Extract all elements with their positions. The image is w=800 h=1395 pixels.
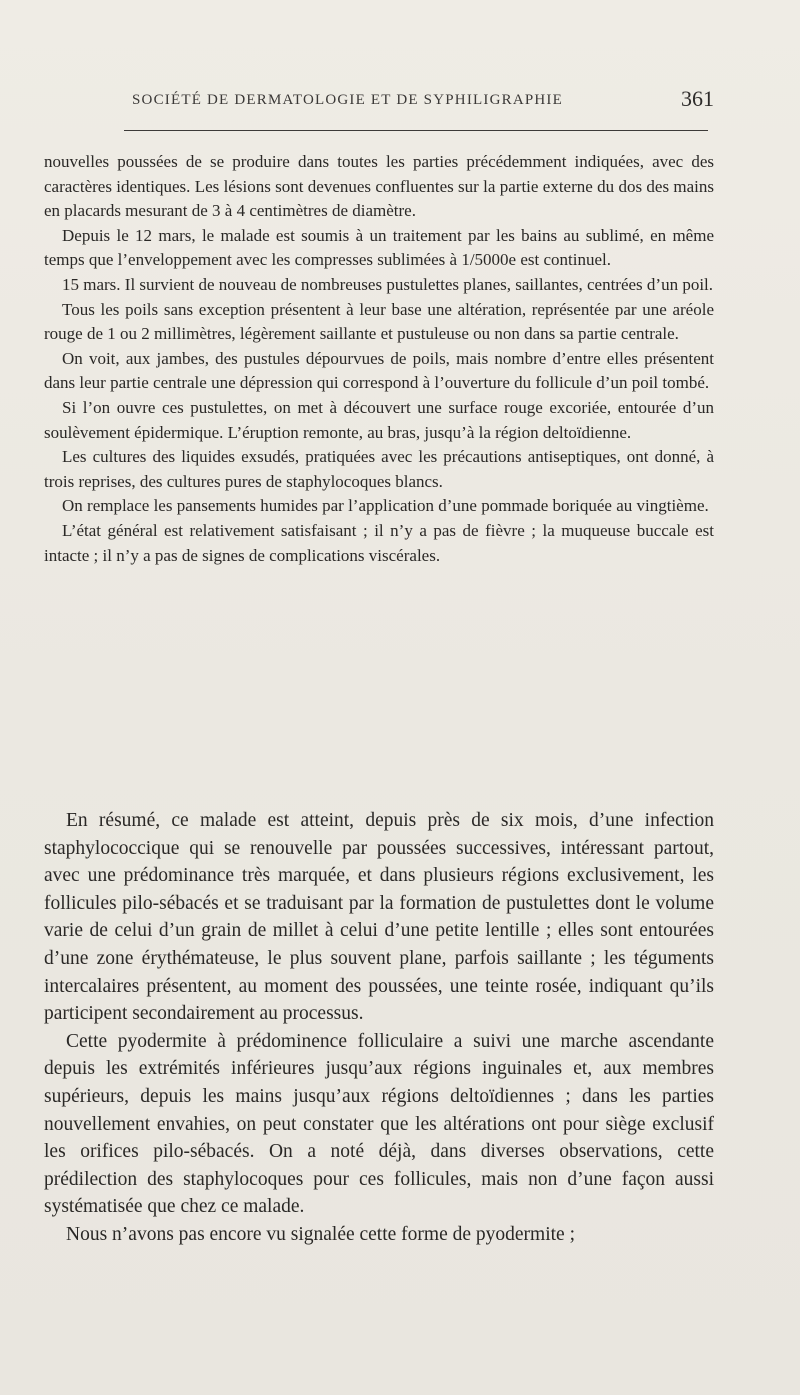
case-report-text: [44, 150, 714, 568]
header-rule: [124, 130, 708, 131]
paragraph: Depuis le 12 mars, le malade est soumis à un traitement par les bains au sublimé, en même temps que l’enveloppement avec les compresses sublimées à 1/5000e est continuel.: [44, 225, 714, 270]
summary-text: [44, 807, 714, 1249]
paragraph: On remplace les pansements humides par l’application d’une pommade boriquée au vingtième.: [62, 496, 709, 516]
paragraph: Cette pyodermite à prédominence folliculaire a suivi une marche ascendante depuis les extrémités inférieures jusqu’aux régions inguinales et, aux membres supérieurs, depuis les mains jusqu’aux régions deltoïdiennes ; dans les parties nouvellement envahies, on peut constater que les altérations ont pour siège exclusif les orifices pilo-sébacés. On a noté déjà, dans diverses observations, cette prédilection des staphylocoques pour ces follicules, mais non d’une façon aussi systématisée que chez ce malade.: [44, 1030, 714, 1218]
paragraph: L’état général est relativement satisfaisant ; il n’y a pas de fièvre ; la muqueuse buccale est intacte ; il n’y a pas de signes de complications viscérales.: [44, 520, 714, 565]
paragraph: Nous n’avons pas encore vu signalée cette forme de pyodermite ;: [66, 1223, 575, 1245]
paragraph: Les cultures des liquides exsudés, pratiquées avec les précautions antiseptiques, ont donné, à trois reprises, des cultures pures de staphylocoques blancs.: [44, 447, 714, 491]
paragraph: Tous les poils sans exception présentent à leur base une altération, représentée par une aréole rouge de 1 ou 2 millimètres, légèrement saillante et pustuleuse ou non dans sa partie centrale.: [44, 299, 714, 344]
page-number: 361: [681, 86, 714, 111]
page-header: [44, 88, 714, 118]
paragraph: On voit, aux jambes, des pustules dépourvues de poils, mais nombre d’entre elles présentent dans leur partie centrale une dépression qui correspond à l’ouverture du follicule d’un poil tombé.: [44, 348, 714, 393]
paragraph: 15 mars. Il survient de nouveau de nombreuses pustulettes planes, saillantes, centrées d’un poil.: [62, 274, 714, 294]
paragraph: En résumé, ce malade est atteint, depuis près de six mois, d’une infection staphylococcique qui se renouvelle par poussées successives, intéressant partout, avec une prédominance très marquée, et dans plusieurs régions exclusivement, les follicules pilo-sébacés et se traduisant par la formation de pustulettes dont le volume varie de celui d’un grain de millet à celui d’une petite lentille ; elles sont entourées d’une zone érythémateuse, le plus souvent plane, parfois saillante ; les téguments intercalaires présentent, au moment des poussées, une teinte rosée, indiquant qu’ils participent secondairement au processus.: [44, 810, 714, 1025]
paragraph: Si l’on ouvre ces pustulettes, on met à découvert une surface rouge excoriée, entourée d’un soulèvement épidermique. L’éruption remonte, au bras, jusqu’à la région deltoïdienne.: [44, 397, 714, 442]
running-title: SOCIÉTÉ DE DERMATOLOGIE ET DE SYPHILIGRAPHIE: [132, 92, 563, 108]
paragraph: nouvelles poussées de se produire dans toutes les parties précédemment indiquées, avec des caractères identiques. Les lésions sont devenues confluentes sur la partie externe du dos des mains en placards mesurant de 3 à 4 centimètres de diamètre.: [44, 152, 714, 221]
